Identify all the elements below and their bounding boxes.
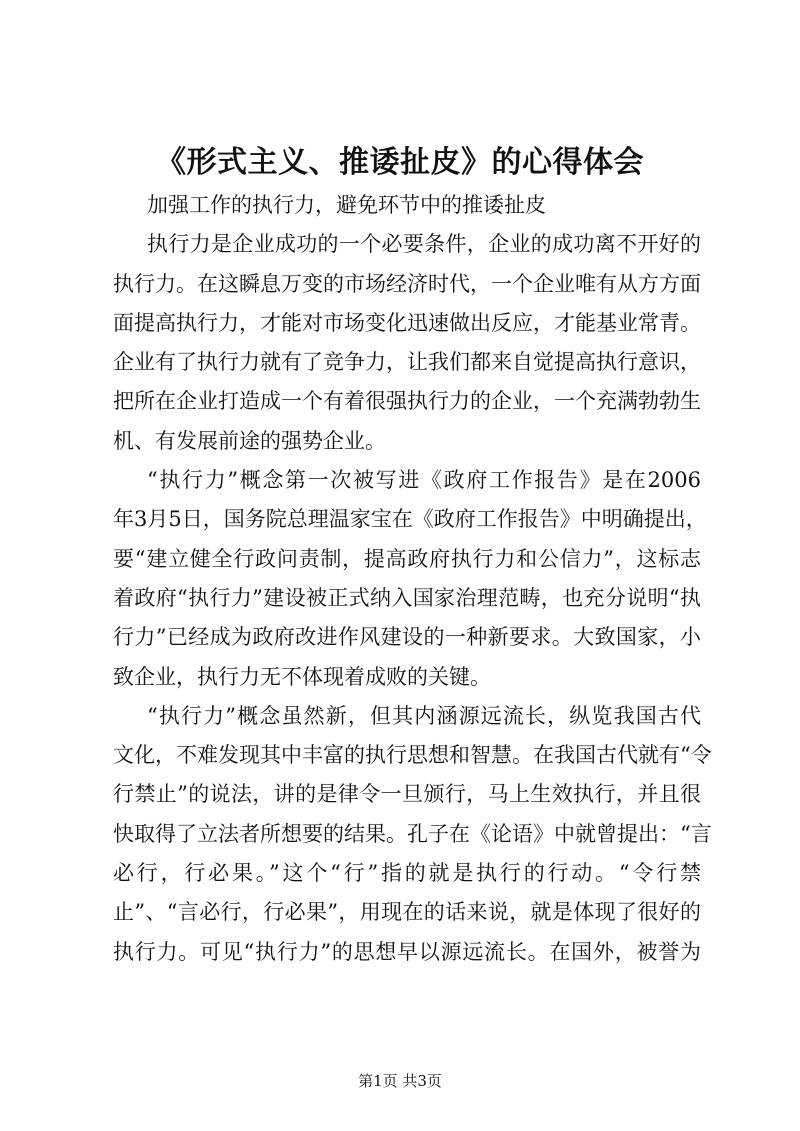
paragraph-3-line: 快取得了立法者所想要的结果。孔子在《论语》中就曾提出：“言 [113,821,712,846]
subtitle-line: 加强工作的执行力，避免环节中的推诿扯皮 [147,193,546,217]
paragraph-2-line: 要“建立健全行政问责制，提高政府执行力和公信力”，这标志 [113,546,701,571]
paragraph-3-line: 执行力。可见“执行力”的思想早以源远流长。在国外，被誉为 [113,939,701,964]
paragraph-1-line: 机、有发展前途的强势企业。 [113,428,386,453]
paragraph-2-line: 着政府“执行力”建设被正式纳入国家治理范畴，也充分说明“执 [113,585,701,610]
paragraph-1-line: 把所在企业打造成一个有着很强执行力的企业，一个充满勃勃生 [113,389,701,414]
page-number-footer: 第1页 共3页 [358,1072,442,1090]
paragraph-3-line: 必行，行必果。”这个“行”指的就是执行的行动。“令行禁 [113,861,701,886]
paragraph-2-line: “执行力”概念第一次被写进《政府工作报告》是在2006 [147,468,701,493]
paragraph-1-line: 执行力。在这瞬息万变的市场经济时代，一个企业唯有从方方面 [113,271,701,296]
paragraph-1-line: 执行力是企业成功的一个必要条件，企业的成功离不开好的 [147,232,701,257]
paragraph-3-line: 止”、“言必行，行必果”，用现在的话来说，就是体现了很好的 [113,900,701,925]
document-title: 《形式主义、推诿扯皮》的心得体会 [156,145,644,180]
paragraph-1-line: 面提高执行力，才能对市场变化迅速做出反应，才能基业常青。 [113,310,701,335]
paragraph-1-line: 企业有了执行力就有了竞争力，让我们都来自觉提高执行意识， [113,350,701,375]
paragraph-3-line: 行禁止”的说法，讲的是律令一旦颁行，马上生效执行，并且很 [113,782,701,807]
paragraph-2-line: 致企业，执行力无不体现着成败的关键。 [113,664,491,689]
document-body [113,186,712,972]
paragraph-3-line: “执行力”概念虽然新，但其内涵源远流长，纵览我国古代 [147,703,701,728]
paragraph-2-line: 行力”已经成为政府改进作风建设的一种新要求。大致国家，小 [113,625,701,650]
paragraph-3-line: 文化，不难发现其中丰富的执行思想和智慧。在我国古代就有“令 [113,743,712,768]
paragraph-2-line: 年3月5日，国务院总理温家宝在《政府工作报告》中明确提出， [113,507,707,532]
